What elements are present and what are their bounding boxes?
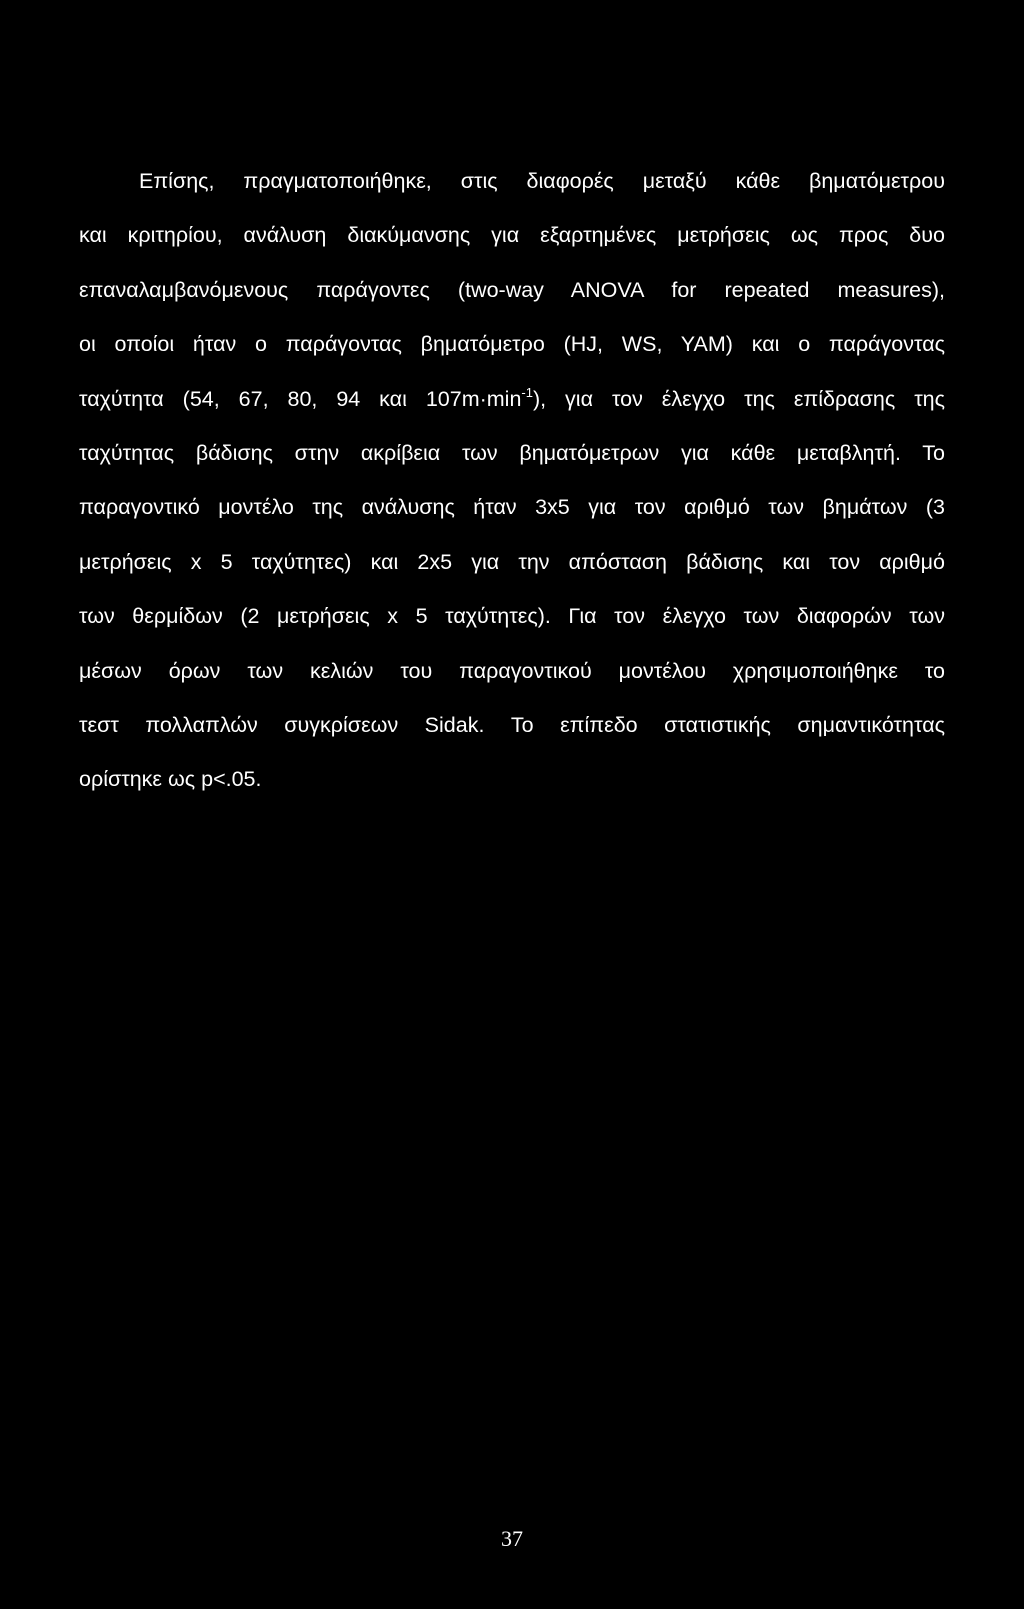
text-line: παραγοντικό μοντέλο της ανάλυσης ήταν 3x5 για τον αριθμό των βημάτων (3 (79, 495, 945, 520)
text-line-with-superscript (79, 372, 945, 426)
text-line: επαναλαμβανόμενους παράγοντες (two-way ANOVA for repeated measures), (79, 277, 945, 302)
page-number: 37 (501, 1526, 523, 1551)
text-line: Επίσης, πραγματοποιήθηκε, στις διαφορές μεταξύ κάθε βηματόμετρου (139, 169, 945, 193)
text-line: οι οποίοι ήταν ο παράγοντας βηματόμετρο (HJ, WS, YAM) και ο παράγοντας (79, 332, 945, 357)
text-segment: ), για τον έλεγχο της επίδρασης της (532, 386, 945, 411)
text-line: ορίστηκε ως p<.05. (79, 767, 262, 792)
text-line: των θερμίδων (2 μετρήσεις x 5 ταχύτητες). Για τον έλεγχο των διαφορών των (79, 604, 945, 629)
text-line: και κριτηρίου, ανάλυση διακύμανσης για εξαρτημένες μετρήσεις ως προς δυο (79, 223, 945, 248)
superscript: -1 (521, 384, 533, 400)
text-line: ταχύτητας βάδισης στην ακρίβεια των βηματόμετρων για κάθε μεταβλητή. Το (79, 440, 945, 465)
text-line: μέσων όρων των κελιών του παραγοντικού μοντέλου χρησιμοποιήθηκε το (79, 658, 945, 683)
text-segment: ταχύτητα (54, 67, 80, 94 και 107m·min (79, 386, 522, 411)
text-line: μετρήσεις x 5 ταχύτητες) και 2x5 για την απόσταση βάδισης και τον αριθμό (79, 549, 945, 574)
text-line: τεστ πολλαπλών συγκρίσεων Sidak. Το επίπεδο στατιστικής σημαντικότητας (79, 712, 945, 737)
body-paragraph (79, 154, 945, 807)
